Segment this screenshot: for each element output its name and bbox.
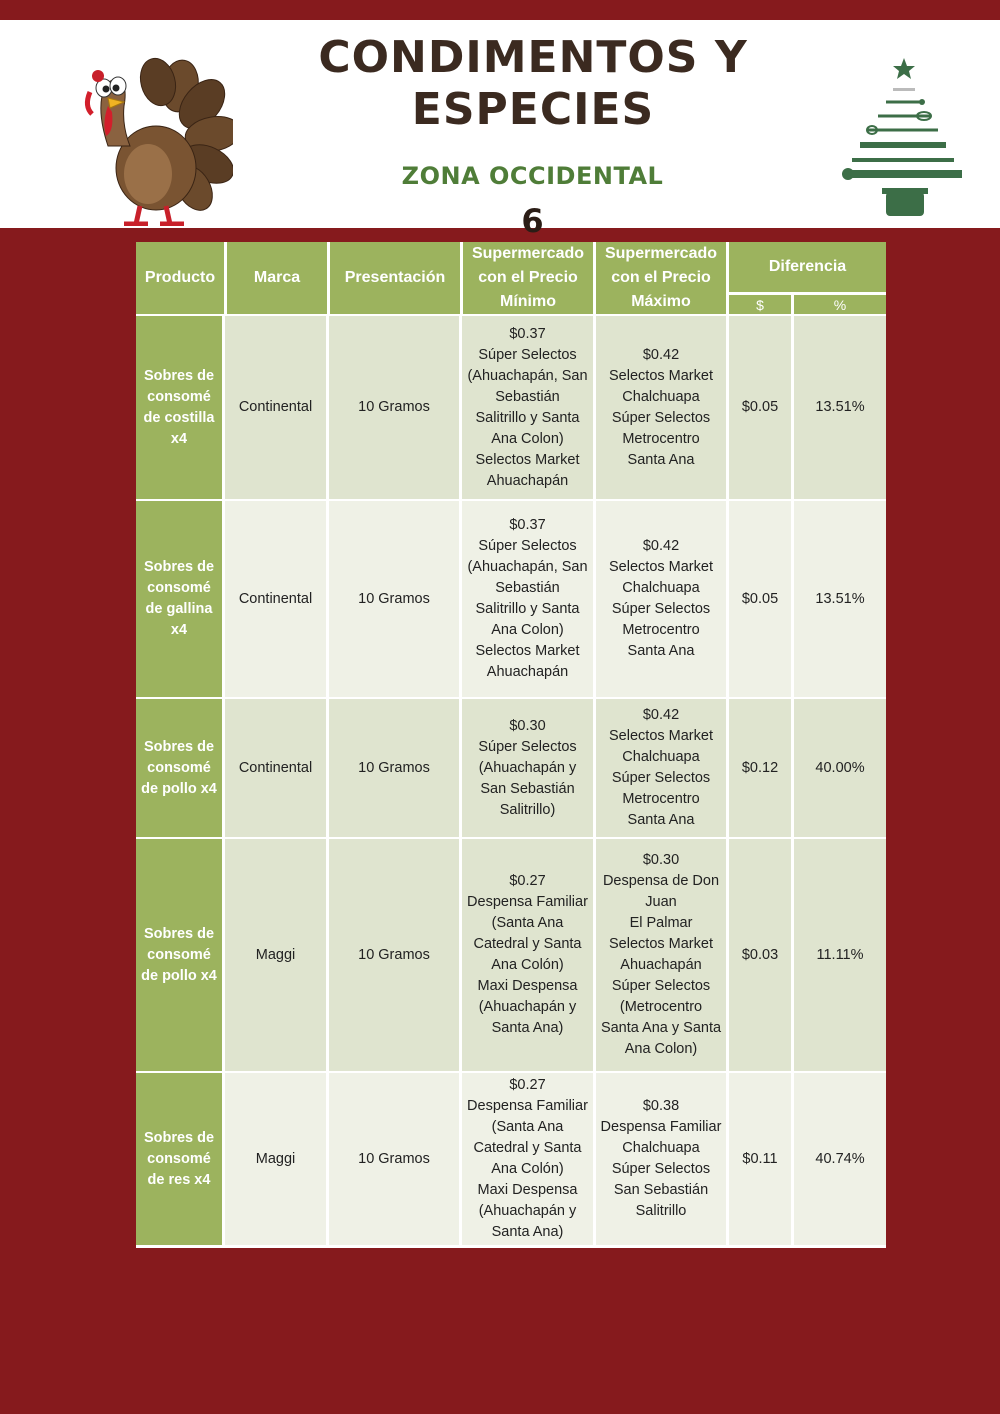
cell-dif-usd: $0.03 — [729, 839, 791, 1071]
cell-presentacion: 10 Gramos — [329, 839, 459, 1071]
cell-dif-usd: $0.12 — [729, 699, 791, 837]
cell-precio-maximo: $0.42 Selectos Market Chalchuapa Súper Selectos Metrocentro Santa Ana — [596, 501, 726, 697]
star-icon — [893, 58, 915, 79]
col-header-dif-pct: % — [794, 295, 886, 314]
col-header-marca: Marca — [227, 242, 327, 314]
cell-dif-pct: 11.11% — [794, 839, 886, 1071]
cell-precio-maximo: $0.42 Selectos Market Chalchuapa Súper Selectos Metrocentro Santa Ana — [596, 316, 726, 499]
cell-precio-maximo: $0.42 Selectos Market Chalchuapa Súper Selectos Metrocentro Santa Ana — [596, 699, 726, 837]
page-title-line2: ESPECIES — [411, 84, 655, 135]
kitchen-utensils-tree-icon — [838, 56, 973, 226]
table-row — [136, 501, 886, 697]
table-row — [136, 1073, 886, 1245]
col-header-precio-maximo: Supermercado con el Precio Máximo — [596, 242, 726, 314]
cell-presentacion: 10 Gramos — [329, 316, 459, 499]
cell-dif-usd: $0.11 — [729, 1073, 791, 1245]
cell-producto: Sobres de consomé de gallina x4 — [136, 501, 222, 697]
cell-marca: Continental — [225, 316, 326, 499]
cell-dif-usd: $0.05 — [729, 316, 791, 499]
cell-marca: Continental — [225, 501, 326, 697]
cell-marca: Maggi — [225, 1073, 326, 1245]
turkey-illustration — [68, 56, 233, 226]
cell-producto: Sobres de consomé de pollo x4 — [136, 699, 222, 837]
cell-precio-minimo: $0.27 Despensa Familiar (Santa Ana Catedral y Santa Ana Colón) Maxi Despensa (Ahuachapán y Santa Ana) — [462, 839, 593, 1071]
cell-precio-minimo: $0.30 Súper Selectos (Ahuachapán y San Sebastián Salitrillo) — [462, 699, 593, 837]
cell-dif-pct: 40.00% — [794, 699, 886, 837]
cell-precio-maximo: $0.38 Despensa Familiar Chalchuapa Súper Selectos San Sebastián Salitrillo — [596, 1073, 726, 1245]
col-header-presentacion: Presentación — [330, 242, 460, 314]
cell-producto: Sobres de consomé de costilla x4 — [136, 316, 222, 499]
cell-precio-maximo: $0.30 Despensa de Don Juan El Palmar Selectos Market Ahuachapán Súper Selectos (Metrocentro Santa Ana y Santa Ana Colon) — [596, 839, 726, 1071]
cell-dif-usd: $0.05 — [729, 501, 791, 697]
table-row — [136, 699, 886, 837]
col-header-precio-minimo: Supermercado con el Precio Mínimo — [463, 242, 593, 314]
zone-subtitle: ZONA OCCIDENTAL — [401, 162, 664, 190]
cell-marca: Continental — [225, 699, 326, 837]
header-banner — [0, 20, 1000, 240]
cell-dif-pct: 13.51% — [794, 316, 886, 499]
page-title-line1: CONDIMENTOS Y — [318, 32, 748, 83]
cell-marca: Maggi — [225, 839, 326, 1071]
cell-precio-minimo: $0.27 Despensa Familiar (Santa Ana Catedral y Santa Ana Colón) Maxi Despensa (Ahuachapán y Santa Ana) — [462, 1073, 593, 1245]
cell-dif-pct: 13.51% — [794, 501, 886, 697]
col-header-diferencia: Diferencia — [729, 242, 886, 292]
cell-producto: Sobres de consomé de pollo x4 — [136, 839, 222, 1071]
cell-presentacion: 10 Gramos — [329, 1073, 459, 1245]
cell-presentacion: 10 Gramos — [329, 699, 459, 837]
page-number: 6 — [521, 202, 544, 240]
cell-precio-minimo: $0.37 Súper Selectos (Ahuachapán, San Sebastián Salitrillo y Santa Ana Colon) Selectos Market Ahuachapán — [462, 316, 593, 499]
col-header-dif-usd: $ — [729, 295, 791, 314]
cell-producto: Sobres de consomé de res x4 — [136, 1073, 222, 1245]
cell-precio-minimo: $0.37 Súper Selectos (Ahuachapán, San Sebastián Salitrillo y Santa Ana Colon) Selectos Market Ahuachapán — [462, 501, 593, 697]
cell-dif-pct: 40.74% — [794, 1073, 886, 1245]
cell-presentacion: 10 Gramos — [329, 501, 459, 697]
price-comparison-table — [136, 242, 886, 1248]
table-row — [136, 839, 886, 1071]
table-row — [136, 316, 886, 499]
col-header-producto: Producto — [136, 242, 224, 314]
